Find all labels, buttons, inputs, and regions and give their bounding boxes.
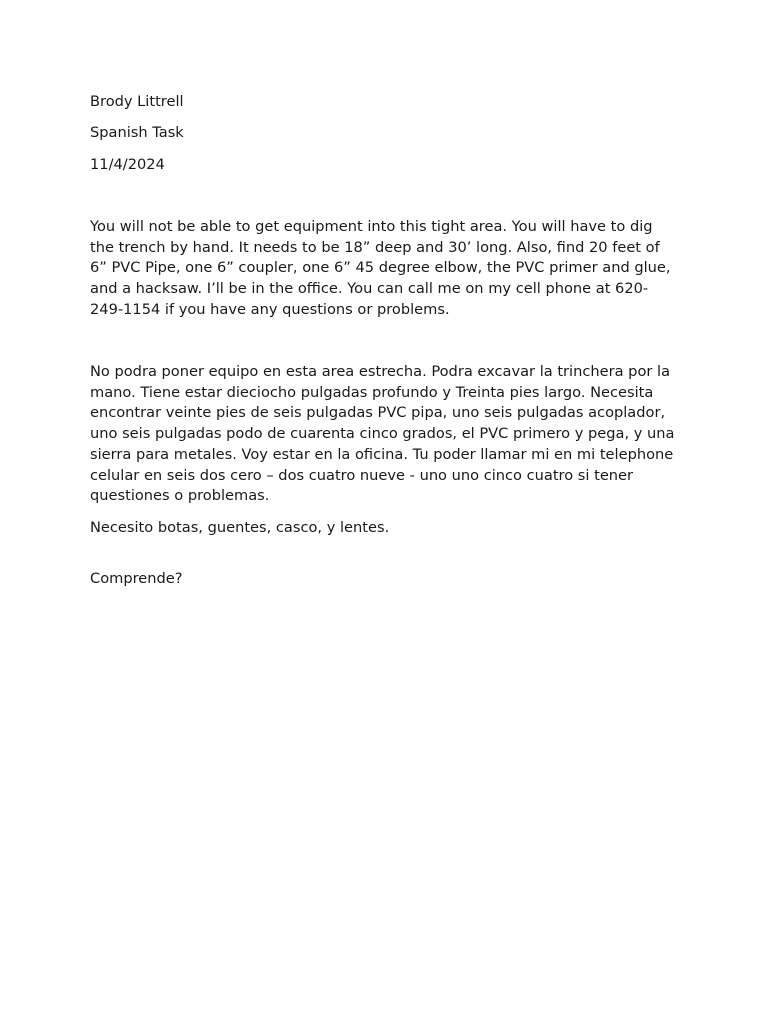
blank-line	[90, 331, 680, 362]
english-paragraph: You will not be able to get equipment into this tight area. You will have to dig the trench by hand. It needs to be 18” deep and 30’ long. Also, find 20 feet of 6” PVC Pipe, one 6” coupler, one 6” 45 degree elbow, the PVC primer and glue, and a hacksaw. I’ll be in the office. You can call me on my cell phone at 620-249-1154 if you have any questions or problems.	[90, 217, 671, 318]
spanish-paragraph: No podra poner equipo en esta area estrecha. Podra excavar la trinchera por la mano. Tiene estar dieciocho pulgadas profundo y Treinta pies largo. Necesita encontrar veinte pies de seis pulgadas PVC pipa, uno seis pulgadas acoplador, uno seis pulgadas podo de cuarenta cinco grados, el PVC primero y pega, y una sierra para metales. Voy estar en la oficina. Tu poder llamar mi en mi telephone celular en seis dos cero – dos cuatro nueve - uno uno cinco cuatro si tener questiones o problemas.	[90, 363, 675, 505]
gear-line: Necesito botas, guentes, casco, y lentes.	[90, 518, 390, 536]
author-name: Brody Littrell	[90, 93, 184, 110]
blank-line	[90, 186, 680, 217]
blank-line	[90, 549, 680, 570]
document-subject: Spanish Task	[90, 124, 184, 142]
document-date: 11/4/2024	[90, 155, 165, 173]
document-page	[90, 92, 680, 601]
closing-question: Comprende?	[90, 570, 183, 588]
